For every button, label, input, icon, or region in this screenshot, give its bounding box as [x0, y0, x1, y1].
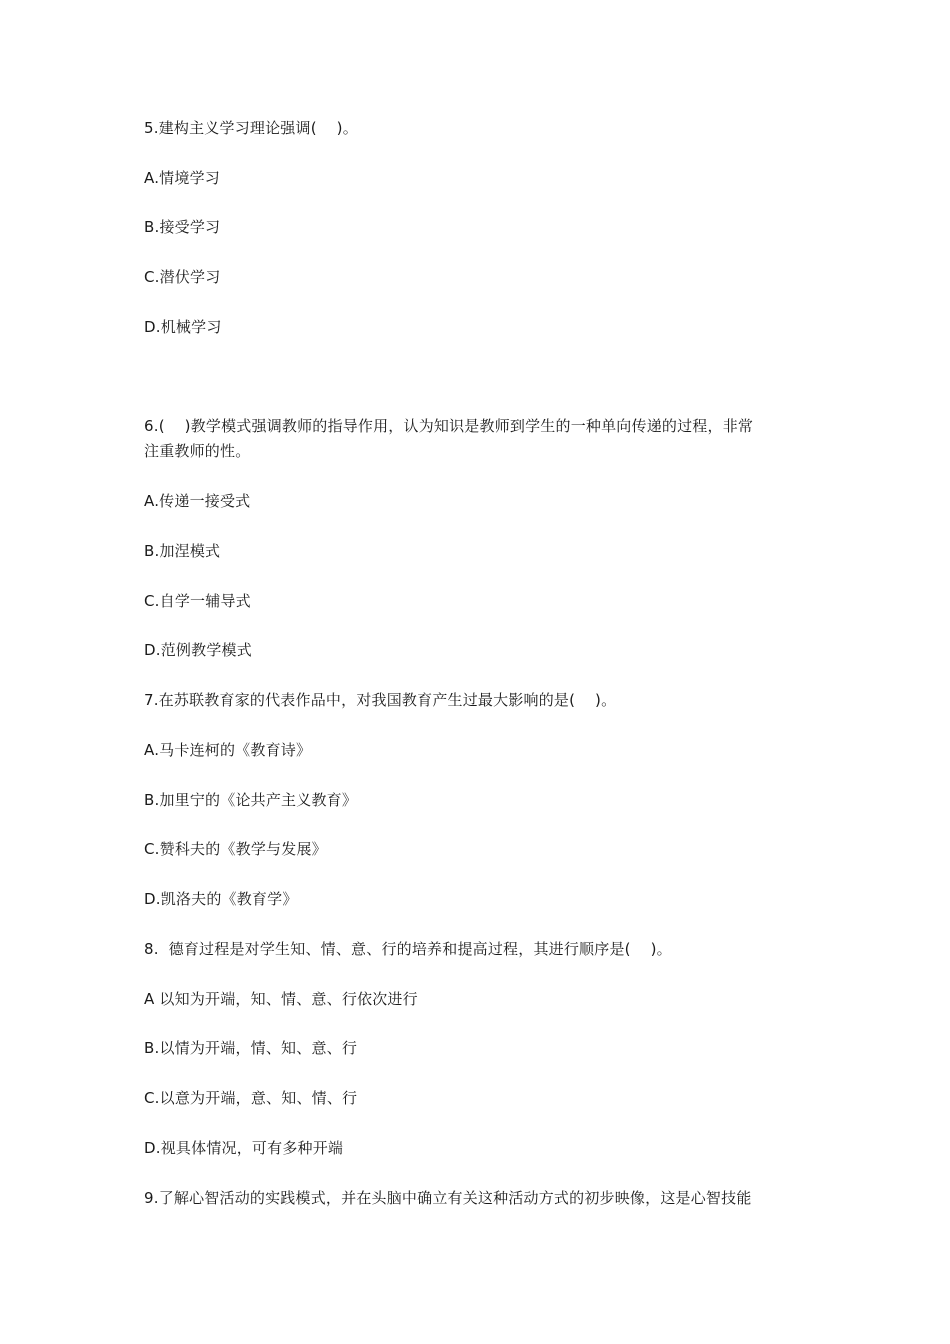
question-7-option-b: B.加里宁的《论共产主义教育》 — [144, 791, 358, 809]
question-6-stem-line-2: 注重教师的性。 — [144, 442, 251, 460]
question-5-option-b: B.接受学习 — [144, 218, 221, 236]
question-5-option-a: A.情境学习 — [144, 169, 220, 187]
question-6-option-a: A.传递一接受式 — [144, 492, 251, 510]
question-6-option-d: D.范例教学模式 — [144, 641, 252, 659]
question-5-stem: 5.建构主义学习理论强调( )。 — [144, 119, 358, 137]
question-6-option-c: C.自学一辅导式 — [144, 592, 251, 610]
question-7-stem: 7.在苏联教育家的代表作品中，对我国教育产生过最大影响的是( )。 — [144, 691, 617, 709]
question-5-option-c: C.潜伏学习 — [144, 268, 221, 286]
question-8-stem: 8. 德育过程是对学生知、情、意、行的培养和提高过程，其进行顺序是( )。 — [144, 940, 672, 958]
question-7-option-d: D.凯洛夫的《教育学》 — [144, 890, 298, 908]
question-7-option-c: C.赞科夫的《教学与发展》 — [144, 840, 327, 858]
question-8-option-b: B.以情为开端，情、知、意、行 — [144, 1039, 358, 1057]
question-6-option-b: B.加涅模式 — [144, 542, 221, 560]
question-8-option-c: C.以意为开端，意、知、情、行 — [144, 1089, 358, 1107]
question-6-stem-line-1: 6.( )教学模式强调教师的指导作用，认为知识是教师到学生的一种单向传递的过程，非常 — [144, 417, 754, 435]
question-8-option-d: D.视具体情况，可有多种开端 — [144, 1139, 344, 1157]
question-7-option-a: A.马卡连柯的《教育诗》 — [144, 741, 312, 759]
question-9-stem: 9.了解心智活动的实践模式，并在头脑中确立有关这种活动方式的初步映像，这是心智技能 — [144, 1189, 752, 1207]
question-5-option-d: D.机械学习 — [144, 318, 222, 336]
question-8-option-a: A 以知为开端，知、情、意、行依次进行 — [144, 990, 418, 1008]
